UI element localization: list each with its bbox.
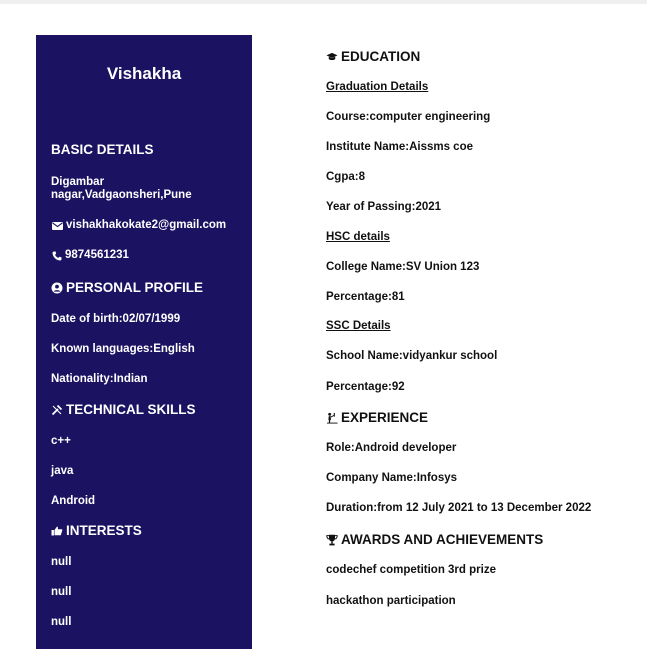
sidebar — [36, 35, 252, 649]
date-of-birth: Date of birth:02/07/1999 — [51, 313, 181, 325]
user-circle-icon — [51, 282, 63, 294]
personal-profile-title-text: PERSONAL PROFILE — [66, 280, 204, 295]
education-title-text: EDUCATION — [341, 49, 421, 64]
interest-item: null — [51, 586, 72, 598]
award-item: codechef competition 3rd prize — [326, 564, 496, 576]
known-languages: Known languages:English — [51, 343, 195, 355]
institute-name: Institute Name:Aissms coe — [326, 141, 473, 153]
education-title — [326, 49, 420, 64]
company-name: Company Name:Infosys — [326, 472, 458, 484]
thumbs-up-icon — [51, 525, 63, 537]
ssc-percentage: Percentage:92 — [326, 381, 405, 393]
school-name: School Name:vidyankur school — [326, 350, 498, 362]
role: Role:Android developer — [326, 442, 457, 454]
address: Digambar nagar,Vadgaonsheri,Pune — [51, 176, 192, 201]
phone-row[interactable] — [51, 249, 244, 262]
skill-item: c++ — [51, 435, 71, 447]
awards-title-text: AWARDS AND ACHIEVEMENTS — [341, 532, 544, 547]
trophy-icon — [326, 534, 338, 546]
basic-details-title-text: BASIC DETAILS — [51, 142, 154, 157]
course: Course:computer engineering — [326, 111, 491, 123]
worker-icon — [326, 412, 338, 424]
interests-title — [51, 523, 244, 538]
profile-name: Vishakha — [106, 64, 182, 83]
nationality: Nationality:Indian — [51, 373, 148, 385]
phone[interactable]: 9874561231 — [65, 249, 129, 261]
interests-title-text: INTERESTS — [66, 523, 142, 538]
skill-item: java — [51, 465, 74, 477]
personal-profile-title — [51, 280, 244, 295]
top-bar — [0, 0, 647, 4]
experience-title-text: EXPERIENCE — [341, 410, 429, 425]
ssc-heading: SSC Details — [326, 320, 391, 332]
technical-skills-title-text: TECHNICAL SKILLS — [66, 402, 196, 417]
skill-item: Android — [51, 495, 96, 507]
envelope-icon — [51, 220, 63, 232]
college-name: College Name:SV Union 123 — [326, 261, 480, 273]
interest-item: null — [51, 556, 72, 568]
email-row[interactable] — [51, 219, 244, 232]
awards-title — [326, 532, 543, 547]
experience-title — [326, 410, 428, 425]
cgpa: Cgpa:8 — [326, 171, 365, 183]
email[interactable]: vishakhakokate2@gmail.com — [66, 219, 227, 231]
hsc-heading: HSC details — [326, 231, 390, 243]
hsc-percentage: Percentage:81 — [326, 291, 405, 303]
graduation-cap-icon — [326, 51, 338, 63]
duration: Duration:from 12 July 2021 to 13 December 2022 — [326, 502, 592, 514]
phone-icon — [51, 250, 63, 262]
basic-details-title — [51, 142, 244, 157]
graduation-heading: Graduation Details — [326, 81, 429, 93]
award-item: hackathon participation — [326, 595, 456, 607]
year-of-passing: Year of Passing:2021 — [326, 201, 442, 213]
interest-item: null — [51, 616, 72, 628]
technical-skills-title — [51, 402, 244, 417]
tools-icon — [51, 404, 63, 416]
